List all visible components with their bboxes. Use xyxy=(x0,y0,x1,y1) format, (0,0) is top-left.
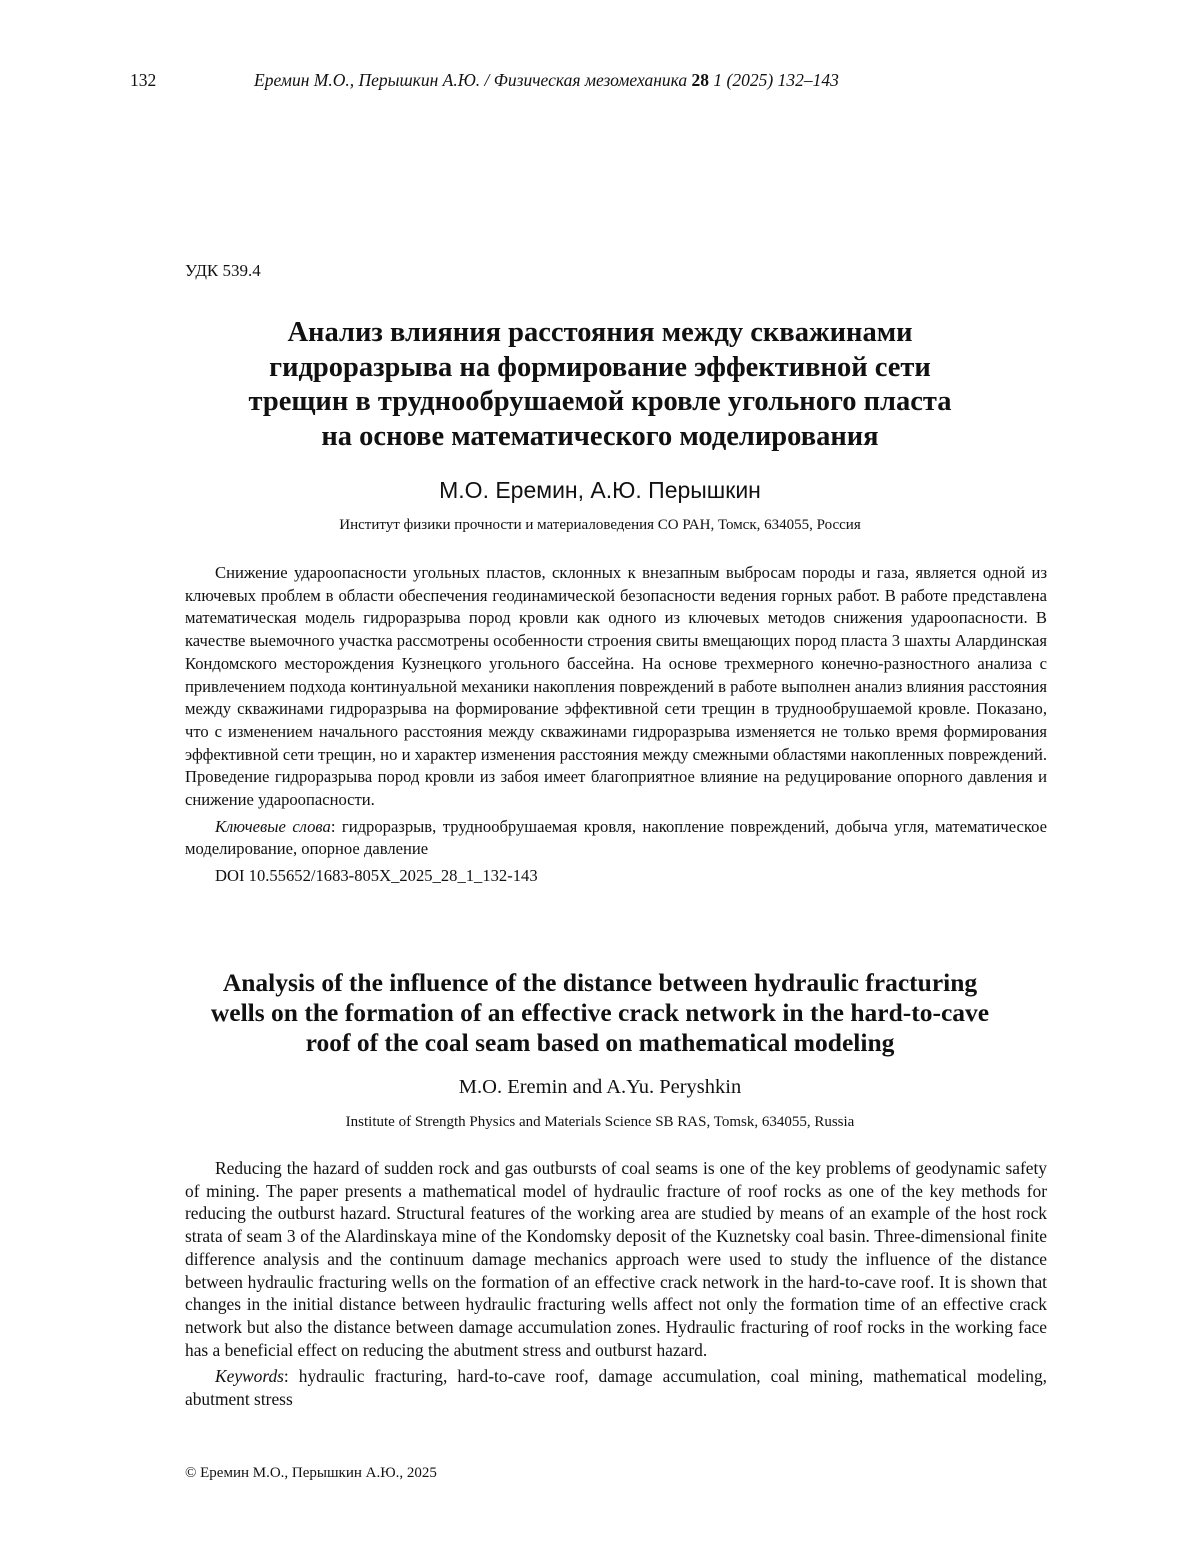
russian-title xyxy=(150,316,1050,454)
copyright: © Еремин М.О., Перышкин А.Ю., 2025 xyxy=(185,1465,437,1481)
english-abstract-block xyxy=(185,1157,1047,1411)
english-title xyxy=(150,968,1050,1058)
keywords-label: Ключевые слова xyxy=(215,816,331,836)
russian-abstract-block xyxy=(185,562,1047,888)
english-authors: M.O. Eremin and A.Yu. Peryshkin xyxy=(458,1076,742,1098)
udc-code: УДК 539.4 xyxy=(185,261,261,280)
citation-volume: 28 xyxy=(691,70,710,90)
english-keywords xyxy=(185,1365,1047,1410)
title-line: гидроразрыва на формирование эффективной сети xyxy=(269,351,931,383)
citation-issue: 1 (2025) 132–143 xyxy=(709,70,839,90)
page-number: 132 xyxy=(130,70,157,90)
title-line: wells on the formation of an effective crack network in the hard-to-cave xyxy=(210,998,990,1027)
keywords-text: : гидроразрыв, труднообрушаемая кровля, накопление повреждений, добыча угля, математическое моделирование, опорное давление xyxy=(185,816,1047,859)
keywords-label: Keywords xyxy=(215,1366,284,1387)
doi: DOI 10.55652/1683-805X_2025_28_1_132-143 xyxy=(215,866,538,886)
journal-citation xyxy=(254,70,839,91)
russian-authors: М.О. Еремин, А.Ю. Перышкин xyxy=(439,477,761,503)
russian-keywords xyxy=(185,816,1047,861)
english-affiliation: Institute of Strength Physics and Materials Science SB RAS, Tomsk, 634055, Russia xyxy=(345,1114,855,1130)
running-head xyxy=(130,70,1070,94)
title-line: трещин в труднообрушаемой кровле угольного пласта xyxy=(248,386,952,417)
russian-abstract: Снижение удароопасности угольных пластов, склонных к внезапным выбросам породы и газа, является одной из ключевых проблем в области обеспечения геодинамической безопасности ведения горных работ. В работе представлена математическая модель гидроразрыва пород кровли как одного из ключевых методов снижения удароопасности. В качестве выемочного участка рассмотрены особенности строения свиты вмещающих пород пласта 3 шахты Алардинская Кондомского месторождения Кузнецкого угольного бассейна. На основе трехмерного конечно-разностного анализа с привлечением подхода континуальной механики накопления повреждений в работе выполнен анализ влияния расстояния между скважинами гидроразрыва на формирование эффективной сети трещин в труднообрушаемой кровле. Показано, что с изменением начального расстояния между скважинами гидроразрыва изменяется не только время формирования эффективной сети трещин, но и характер изменения расстояния между смежными областями накопленных повреждений. Проведение гидроразрыва пород кровли из забоя имеет благоприятное влияние на редуцирование опорного давления и снижение удароопасности. xyxy=(185,563,1047,810)
title-line: на основе математического моделирования xyxy=(321,420,879,452)
title-line: Анализ влияния расстояния между скважинами xyxy=(287,317,913,348)
keywords-text: : hydraulic fracturing, hard-to-cave roof, damage accumulation, coal mining, mathematical modeling, abutment stress xyxy=(185,1366,1047,1410)
russian-affiliation: Институт физики прочности и материаловедения СО РАН, Томск, 634055, Россия xyxy=(339,517,861,533)
title-line: Analysis of the influence of the distance between hydraulic fracturing xyxy=(222,968,978,997)
english-abstract: Reducing the hazard of sudden rock and gas outbursts of coal seams is one of the key problems of geodynamic safety of mining. The paper presents a mathematical model of hydraulic fracture of roof rocks as one of the key methods for reducing the outburst hazard. Structural features of the working area are studied by means of an example of the host rock strata of seam 3 of the Alardinskaya mine of the Kondomsky deposit of the Kuznetsky coal basin. Three-dimensional finite difference analysis and the continuum damage mechanics approach were used to study the influence of the distance between hydraulic fracturing wells on the formation of an effective crack network in the hard-to-cave roof. It is shown that changes in the initial distance between hydraulic fracturing wells affect not only the formation time of an effective crack network but also the distance between damage accumulation zones. Hydraulic fracturing of roof rocks in the working face has a beneficial effect on reducing the abutment stress and outburst hazard. xyxy=(185,1158,1047,1360)
title-line: roof of the coal seam based on mathematical modeling xyxy=(305,1028,895,1057)
citation-authors-journal: Еремин М.О., Перышкин А.Ю. / Физическая мезомеханика xyxy=(254,70,692,90)
